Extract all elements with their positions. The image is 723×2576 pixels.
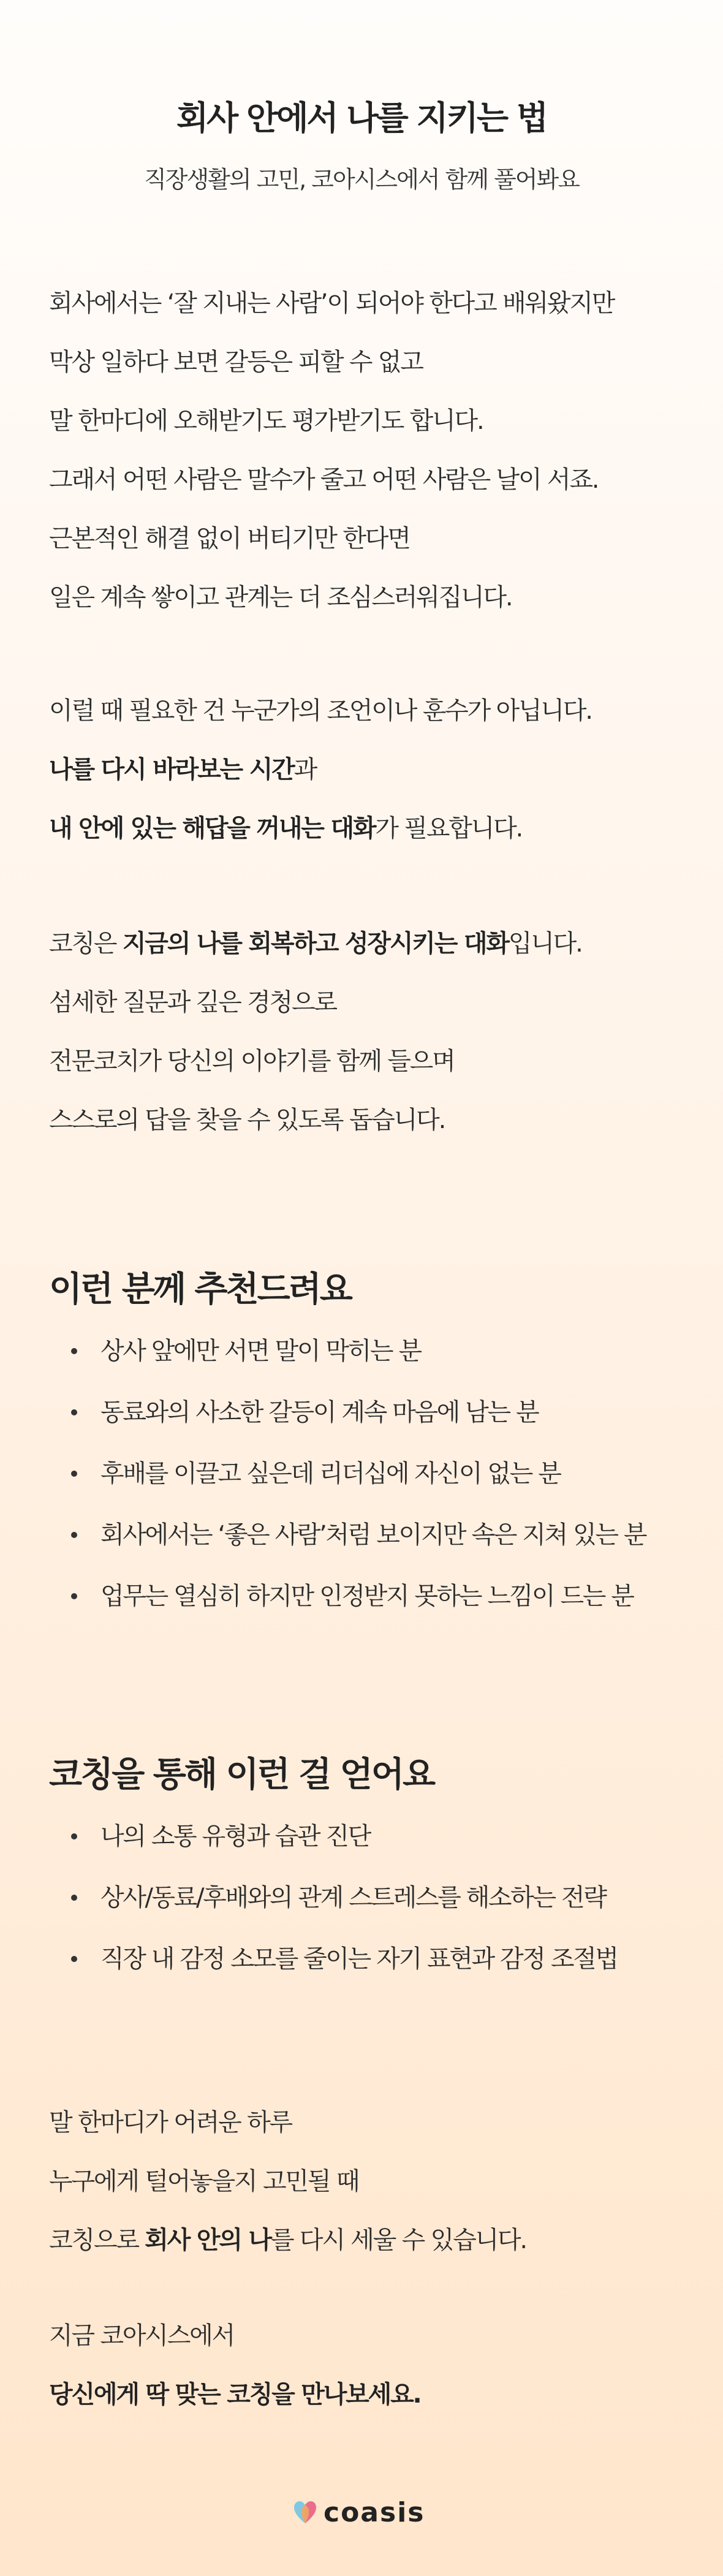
list-item-text: 상사/동료/후배와의 관계 스트레스를 해소하는 전략 (100, 1884, 606, 1912)
plain-text: 코칭은 (49, 930, 123, 958)
intro-line: 이럴 때 필요한 건 누군가의 조언이나 훈수가 아닙니다. (49, 697, 592, 725)
logo-text: coasis (324, 2496, 425, 2528)
bullet-icon (71, 1895, 77, 1901)
emphasis-text: 회사 안의 나 (145, 2226, 271, 2254)
intro-line (49, 799, 686, 858)
emphasis-text: 내 안에 있는 해답을 꺼내는 대화 (49, 814, 376, 843)
plain-text: 코칭으로 (49, 2226, 145, 2254)
bullet-icon (71, 1593, 77, 1599)
intro-line: 말 한마디에 오해받기도 평가받기도 합니다. (49, 407, 483, 435)
plain-text: 가 필요합니다. (375, 814, 523, 843)
intro-line: 막상 일하다 보면 갈등은 피할 수 없고 (49, 348, 423, 376)
list-item (49, 1504, 698, 1566)
list-item-text: 상사 앞에만 서면 말이 막히는 분 (100, 1337, 421, 1365)
list-item-text: 직장 내 감정 소모를 줄이는 자기 표현과 감정 조절법 (100, 1945, 618, 1973)
list-item (49, 1320, 698, 1382)
page-title: 회사 안에서 나를 지키는 법 (176, 99, 547, 137)
list-item-text: 후배를 이끌고 싶은데 리더십에 자신이 없는 분 (100, 1460, 561, 1488)
intro-line (49, 914, 686, 973)
emphasis-text: 당신에게 딱 맞는 코칭을 만나보세요. (49, 2381, 421, 2409)
emphasis-text: 나를 다시 바라보는 시간 (49, 756, 294, 784)
plain-text: 를 다시 세울 수 있습니다. (270, 2226, 526, 2254)
bullet-icon (71, 1956, 77, 1962)
bullet-icon (71, 1532, 77, 1538)
list-item (49, 1443, 698, 1504)
page-subtitle: 직장생활의 고민, 코아시스에서 함께 풀어봐요 (144, 166, 579, 193)
list-item (49, 1382, 698, 1443)
bullet-icon (71, 1471, 77, 1477)
list-item (49, 1928, 698, 1990)
benefits-heading: 코칭을 통해 이런 걸 얻어요 (49, 1755, 434, 1795)
benefits-list (49, 1806, 698, 1990)
intro-line: 섬세한 질문과 깊은 경청으로 (49, 988, 336, 1017)
intro-line: 스스로의 답을 찾을 수 있도록 돕습니다. (49, 1106, 445, 1134)
bullet-icon (71, 1833, 77, 1839)
closing-line (49, 2365, 686, 2424)
intro-line: 일은 계속 쌓이고 관계는 더 조심스러워집니다. (49, 583, 512, 612)
intro-line: 회사에서는 ‘잘 지내는 사람’이 되어야 한다고 배워왔지만 (49, 289, 615, 317)
closing-line (49, 2211, 686, 2270)
recommend-list (49, 1320, 698, 1627)
list-item-text: 업무는 열심히 하지만 인정받지 못하는 느낌이 드는 분 (100, 1582, 634, 1610)
intro-paragraph-1 (49, 274, 686, 627)
plain-text: 과 (293, 756, 317, 784)
closing-paragraph-2 (49, 2306, 686, 2424)
emphasis-text: 지금의 나를 회복하고 성장시키는 대화 (122, 930, 509, 958)
list-item-text: 회사에서는 ‘좋은 사람’처럼 보이지만 속은 지쳐 있는 분 (100, 1521, 646, 1549)
coasis-heart-icon (293, 2499, 317, 2526)
closing-line: 말 한마디가 어려운 하루 (49, 2108, 292, 2137)
list-item (49, 1566, 698, 1627)
intro-paragraph-2 (49, 681, 686, 858)
intro-line (49, 740, 686, 799)
closing-paragraph-1 (49, 2093, 686, 2270)
plain-text: 입니다. (508, 930, 582, 958)
list-item (49, 1867, 698, 1928)
list-item (49, 1806, 698, 1867)
list-item-text: 나의 소통 유형과 습관 진단 (100, 1822, 370, 1851)
bullet-icon (71, 1409, 77, 1415)
intro-line: 전문코치가 당신의 이야기를 함께 들으며 (49, 1047, 455, 1075)
intro-line: 근본적인 해결 없이 버티기만 한다면 (49, 525, 410, 553)
intro-line: 그래서 어떤 사람은 말수가 줄고 어떤 사람은 날이 서죠. (49, 466, 599, 494)
intro-paragraph-3 (49, 914, 686, 1150)
closing-line: 누구에게 털어놓을지 고민될 때 (49, 2167, 359, 2195)
coasis-logo (293, 2496, 425, 2528)
closing-line: 지금 코아시스에서 (49, 2322, 235, 2350)
bullet-icon (71, 1348, 77, 1354)
recommend-heading: 이런 분께 추천드려요 (49, 1270, 351, 1309)
list-item-text: 동료와의 사소한 갈등이 계속 마음에 남는 분 (100, 1398, 539, 1426)
